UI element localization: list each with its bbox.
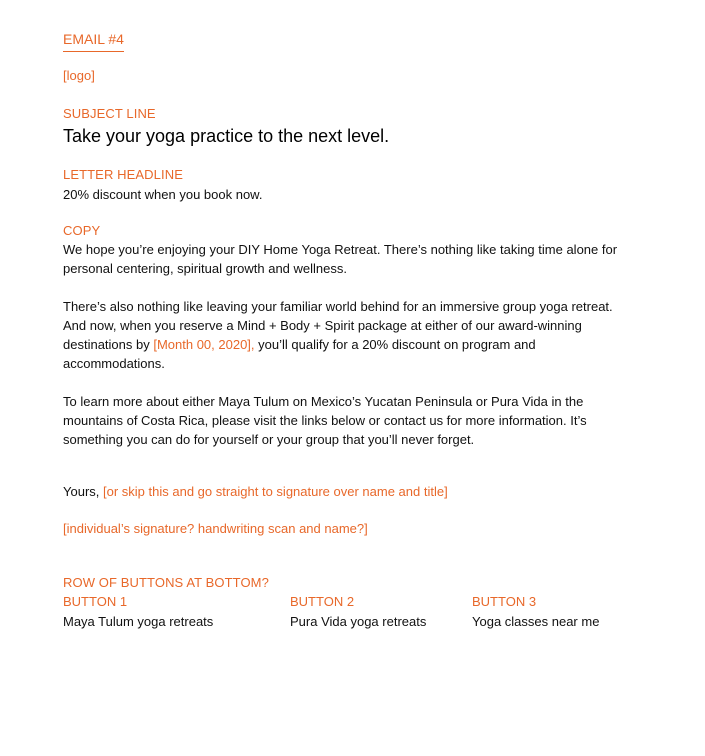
closing-line (63, 482, 448, 501)
subject-line-label: SUBJECT LINE (63, 106, 156, 121)
copy-paragraph-3: To learn more about either Maya Tulum on Mexico’s Yucatan Peninsula or Pura Vida in the mountains of Costa Rica, please visit the links below or contact us for more information. It’s something you can do for yourself or your group that you’ll never forget. (63, 394, 587, 447)
email-number-heading: EMAIL #4 (63, 29, 124, 52)
button-3-text[interactable]: Yoga classes near me (472, 614, 600, 629)
button-1[interactable] (63, 593, 213, 631)
letter-headline-label: LETTER HEADLINE (63, 167, 183, 182)
button-3-label: BUTTON 3 (472, 594, 537, 609)
copy-paragraph-1: We hope you’re enjoying your DIY Home Yoga Retreat. There’s nothing like taking time alone for personal centering, spiritual growth and wellness. (63, 242, 618, 276)
button-2-label: BUTTON 2 (290, 594, 355, 609)
copy-paragraph-2-end: you’ll qualify for a 20% discount on program and accommodations. (63, 337, 536, 371)
copy-paragraph-2 (63, 297, 633, 373)
letter-headline-text: 20% discount when you book now. (63, 187, 263, 202)
closing-text: Yours, (63, 484, 103, 499)
button-2-text[interactable]: Pura Vida yoga retreats (290, 614, 427, 629)
copy-label: COPY (63, 223, 101, 238)
copy-body (63, 240, 633, 449)
signature-placeholder: [individual’s signature? handwriting scan and name?] (63, 521, 368, 536)
logo-placeholder: [logo] (63, 68, 95, 83)
button-3[interactable] (472, 593, 599, 631)
button-1-label: BUTTON 1 (63, 594, 128, 609)
date-placeholder: [Month 00, 2020], (153, 337, 255, 352)
subject-line-text: Take your yoga practice to the next level. (63, 126, 390, 146)
button-2[interactable] (290, 593, 426, 631)
button-1-text[interactable]: Maya Tulum yoga retreats (63, 614, 214, 629)
closing-note: [or skip this and go straight to signature over name and title] (103, 484, 448, 499)
buttons-row-heading: ROW OF BUTTONS AT BOTTOM? (63, 575, 269, 590)
copy-paragraph-2-start: There’s also nothing like leaving your familiar world behind for an immersive group yoga retreat. And now, when you reserve a Mind + Body + Spirit package at either of our award-winning destinations by (63, 299, 613, 352)
